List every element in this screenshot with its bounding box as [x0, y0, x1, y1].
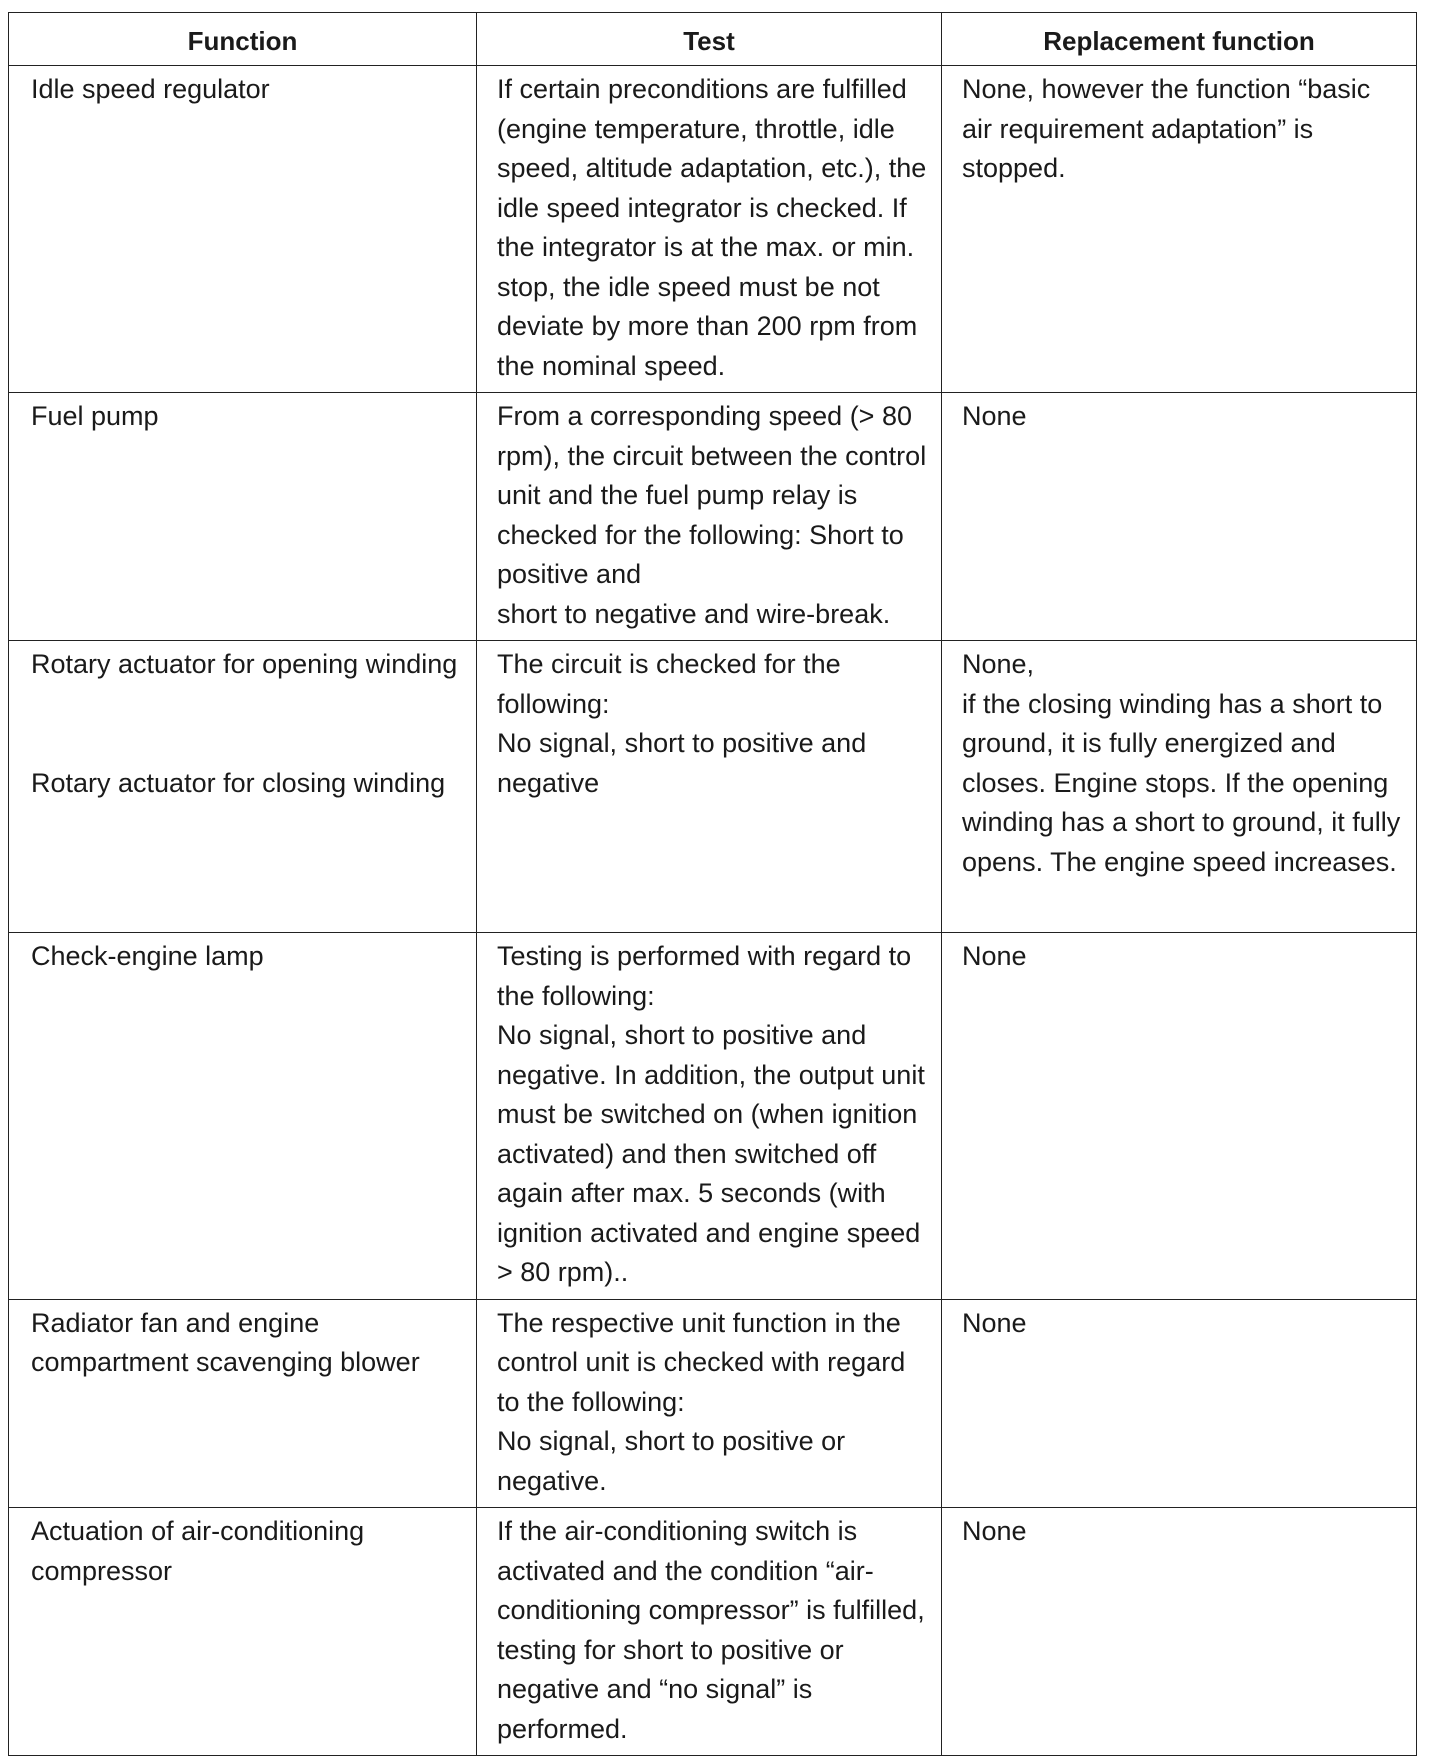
- test-text: Testing is performed with regard to the following:: [497, 941, 912, 1011]
- replacement-text: None: [962, 401, 1027, 431]
- function-text: Radiator fan and engine compartment scavenging blower: [31, 1307, 420, 1377]
- table-row: [9, 1508, 1417, 1756]
- table-row: [9, 933, 1417, 1300]
- replacement-text: None: [962, 1307, 1027, 1338]
- function-text: Rotary actuator for closing winding: [31, 767, 446, 798]
- test-cell: [477, 641, 942, 933]
- function-cell: [9, 641, 477, 933]
- replacement-text: None, however the function “basic air requirement adaptation” is stopped.: [962, 74, 1371, 183]
- replacement-cell: [942, 933, 1417, 1300]
- function-cell: [9, 1508, 477, 1756]
- replacement-cell: [942, 1299, 1417, 1508]
- table-row: [9, 641, 1417, 933]
- test-text: If certain preconditions are fulfilled (engine temperature, throttle, idle speed, altitude adaptation, etc.), the idle speed integrator is checked. If the integrator is at the max. or min. stop, the idle speed must be not deviate by more than 200 rpm from the nominal speed.: [497, 74, 927, 381]
- replacement-text: if the closing winding has a short to ground, it is fully energized and closes. Engine stops. If the opening winding has a short to ground, it fully opens. The engine speed increases.: [962, 688, 1401, 877]
- function-text: Actuation of air-conditioning compressor: [31, 1516, 365, 1586]
- replacement-cell: [942, 393, 1417, 641]
- test-text: No signal, short to positive and negative. In addition, the output unit must be switched on (when ignition activated) and then switched off again after max. 5 seconds (with ignition activated and engine speed > 80 rpm)..: [497, 1020, 925, 1287]
- header-replacement-function: Replacement function: [942, 13, 1417, 66]
- header-function: Function: [9, 13, 477, 66]
- replacement-text: None: [962, 941, 1027, 971]
- function-cell: [9, 933, 477, 1300]
- test-cell: [477, 1299, 942, 1508]
- test-text: short to negative and wire-break.: [497, 598, 891, 629]
- test-text: The respective unit function in the control unit is checked with regard to the following:: [497, 1307, 906, 1417]
- diagnostic-function-table: [8, 12, 1417, 1756]
- replacement-cell: [942, 66, 1417, 393]
- table-header-row: [9, 13, 1417, 66]
- table-row: [9, 66, 1417, 393]
- replacement-cell: [942, 641, 1417, 933]
- test-cell: [477, 393, 942, 641]
- test-cell: [477, 1508, 942, 1756]
- table-row: [9, 393, 1417, 641]
- function-cell: [9, 1299, 477, 1508]
- test-cell: [477, 66, 942, 393]
- header-test: Test: [477, 13, 942, 66]
- replacement-text: None: [962, 1516, 1027, 1546]
- function-text: Idle speed regulator: [31, 74, 270, 104]
- function-cell: [9, 393, 477, 641]
- test-text: The circuit is checked for the following:: [497, 649, 841, 719]
- test-text: From a corresponding speed (> 80 rpm), the circuit between the control unit and the fuel pump relay is checked for the following: Short to positive and: [497, 401, 927, 589]
- replacement-text: None,: [962, 649, 1035, 679]
- table-row: [9, 1299, 1417, 1508]
- function-text: Fuel pump: [31, 401, 159, 431]
- function-cell: [9, 66, 477, 393]
- function-text: Check-engine lamp: [31, 941, 264, 971]
- test-text: No signal, short to positive and negative: [497, 728, 867, 798]
- cell-spacer: [31, 685, 462, 764]
- function-text: Rotary actuator for opening winding: [31, 649, 458, 679]
- test-text: If the air-conditioning switch is activated and the condition “air-conditioning compressor” is fulfilled, testing for short to positive or negative and “no signal” is performed.: [497, 1516, 925, 1744]
- test-text: No signal, short to positive or negative.: [497, 1426, 846, 1496]
- replacement-cell: [942, 1508, 1417, 1756]
- test-cell: [477, 933, 942, 1300]
